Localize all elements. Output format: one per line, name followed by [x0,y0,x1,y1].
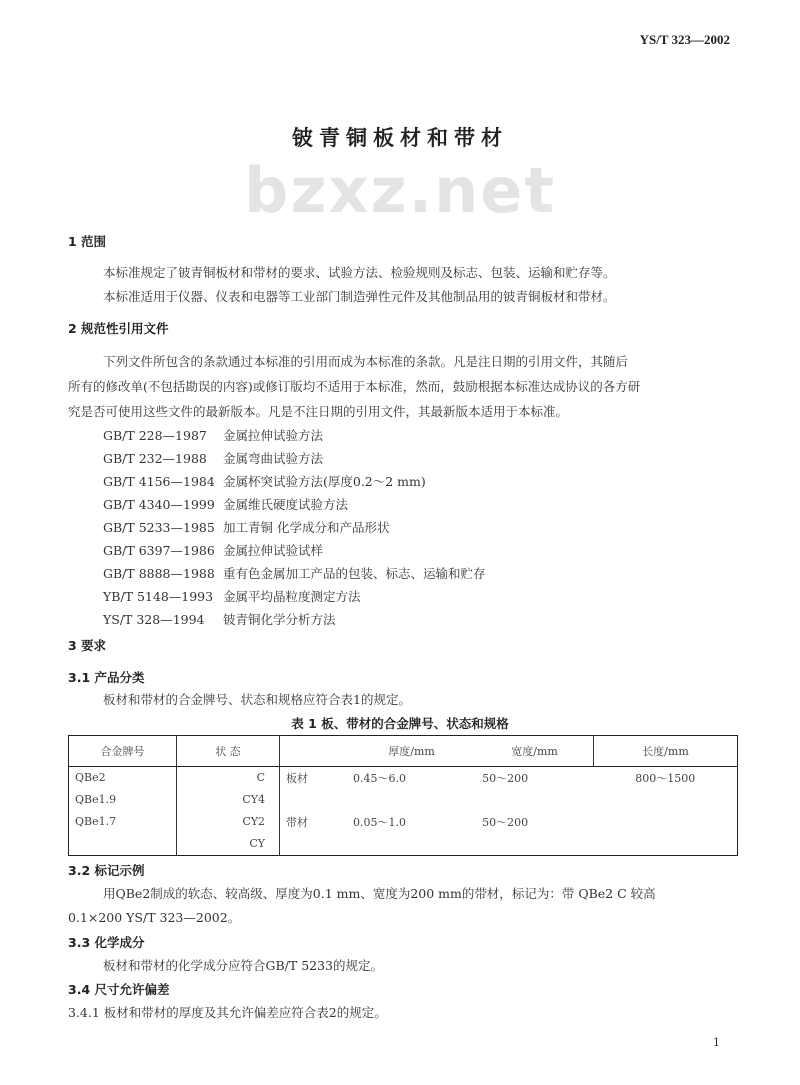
table-caption: 表 1 板、带材的合金牌号、状态和规格 [291,716,509,731]
paragraph: 板材和带材的合金牌号、状态和规格应符合表1的规定。 [103,692,411,707]
reference-item [103,426,323,444]
section-1-heading: 1 范围 [68,234,107,249]
reference-item [103,518,389,536]
reference-number: GB/T 8888—1988 [103,566,215,581]
reference-number: YS/T 328—1994 [103,612,205,627]
reference-title: 金属平均晶粒度测定方法 [223,589,361,604]
reference-title: 铍青铜化学分析方法 [223,612,336,627]
section-3-heading: 3 要求 [68,638,107,653]
document-title: 铍青铜板材和带材 [292,125,508,150]
reference-title: 金属杯突试验方法(厚度0.2～2 mm) [223,474,426,489]
paragraph: 究是否可使用这些文件的最新版本。凡是不注日期的引用文件，其最新版本适用于本标准。 [68,404,569,419]
section-2-heading: 2 规范性引用文件 [68,321,169,336]
reference-title: 金属拉伸试验试样 [223,543,324,558]
reference-title: 金属拉伸试验方法 [223,428,324,443]
width: 50～200 [482,816,529,829]
reference-item [103,564,486,582]
paragraph: 本标准规定了铍青铜板材和带材的要求、试验方法、检验规则及标志、包装、运输和贮存等。 [103,265,616,280]
alloy: QBe2 [75,771,106,784]
reference-item [103,472,426,490]
section-3-1-heading: 3.1 产品分类 [68,670,145,685]
alloy: QBe1.9 [75,793,117,806]
reference-item [103,449,323,467]
thickness: 0.05～1.0 [353,816,406,829]
state: C [256,771,265,784]
col-header: 宽度/mm [476,736,593,767]
reference-number: GB/T 6397—1986 [103,543,215,558]
width: 50～200 [482,772,529,785]
reference-item [103,610,336,628]
paragraph: 本标准适用于仪器、仪表和电器等工业部门制造弹性元件及其他制品用的铍青铜板材和带材。 [103,289,616,304]
type: 板材 [286,772,308,785]
state: CY [249,837,265,850]
section-3-3-heading: 3.3 化学成分 [68,935,145,950]
reference-number: GB/T 228—1987 [103,428,207,443]
standard-number: YS/T 323—2002 [639,32,730,47]
paragraph: 0.1×200 YS/T 323—2002。 [68,910,241,925]
section-3-2-heading: 3.2 标记示例 [68,863,145,878]
col-header: 厚度/mm [347,736,476,767]
col-header [280,736,348,767]
reference-item [103,495,348,513]
col-header: 长度/mm [593,736,737,767]
paragraph: 所有的修改单(不包括勘误的内容)或修订版均不适用于本标准，然而，鼓励根据本标准达成协议的各方研 [68,379,641,394]
length: 800～1500 [635,772,696,785]
reference-title: 金属弯曲试验方法 [223,451,324,466]
state: CY4 [242,793,265,806]
alloy: QBe1.7 [75,815,117,828]
paragraph: 用QBe2制成的软态、较高级、厚度为0.1 mm、宽度为200 mm的带材，标记为：带 QBe2 C 较高 [103,886,656,901]
reference-title: 重有色金属加工产品的包装、标志、运输和贮存 [223,566,486,581]
reference-title: 金属维氏硬度试验方法 [223,497,349,512]
alloy-cell [69,767,177,856]
page-number: 1 [713,1036,720,1049]
watermark: bzxz.net [244,154,556,227]
reference-title: 加工青铜 化学成分和产品形状 [223,520,390,535]
reference-number: YB/T 5148—1993 [103,589,214,604]
reference-item [103,587,361,605]
section-3-4-heading: 3.4 尺寸允许偏差 [68,982,170,997]
thickness: 0.45～6.0 [353,772,406,785]
paragraph: 下列文件所包含的条款通过本标准的引用而成为本标准的条款。凡是注日期的引用文件，其随后 [103,354,629,369]
reference-number: GB/T 4156—1984 [103,474,215,489]
table-1 [68,735,738,856]
state-cell [177,767,280,856]
clause-3-4-1: 3.4.1 板材和带材的厚度及其允许偏差应符合表2的规定。 [68,1005,387,1020]
reference-item [103,541,323,559]
col-header: 合金牌号 [69,736,177,767]
type: 带材 [286,816,308,829]
reference-number: GB/T 5233—1985 [103,520,215,535]
reference-number: GB/T 232—1988 [103,451,207,466]
state: CY2 [242,815,265,828]
reference-number: GB/T 4340—1999 [103,497,215,512]
length [593,789,737,856]
col-header: 状 态 [177,736,280,767]
paragraph: 板材和带材的化学成分应符合GB/T 5233的规定。 [103,958,384,973]
